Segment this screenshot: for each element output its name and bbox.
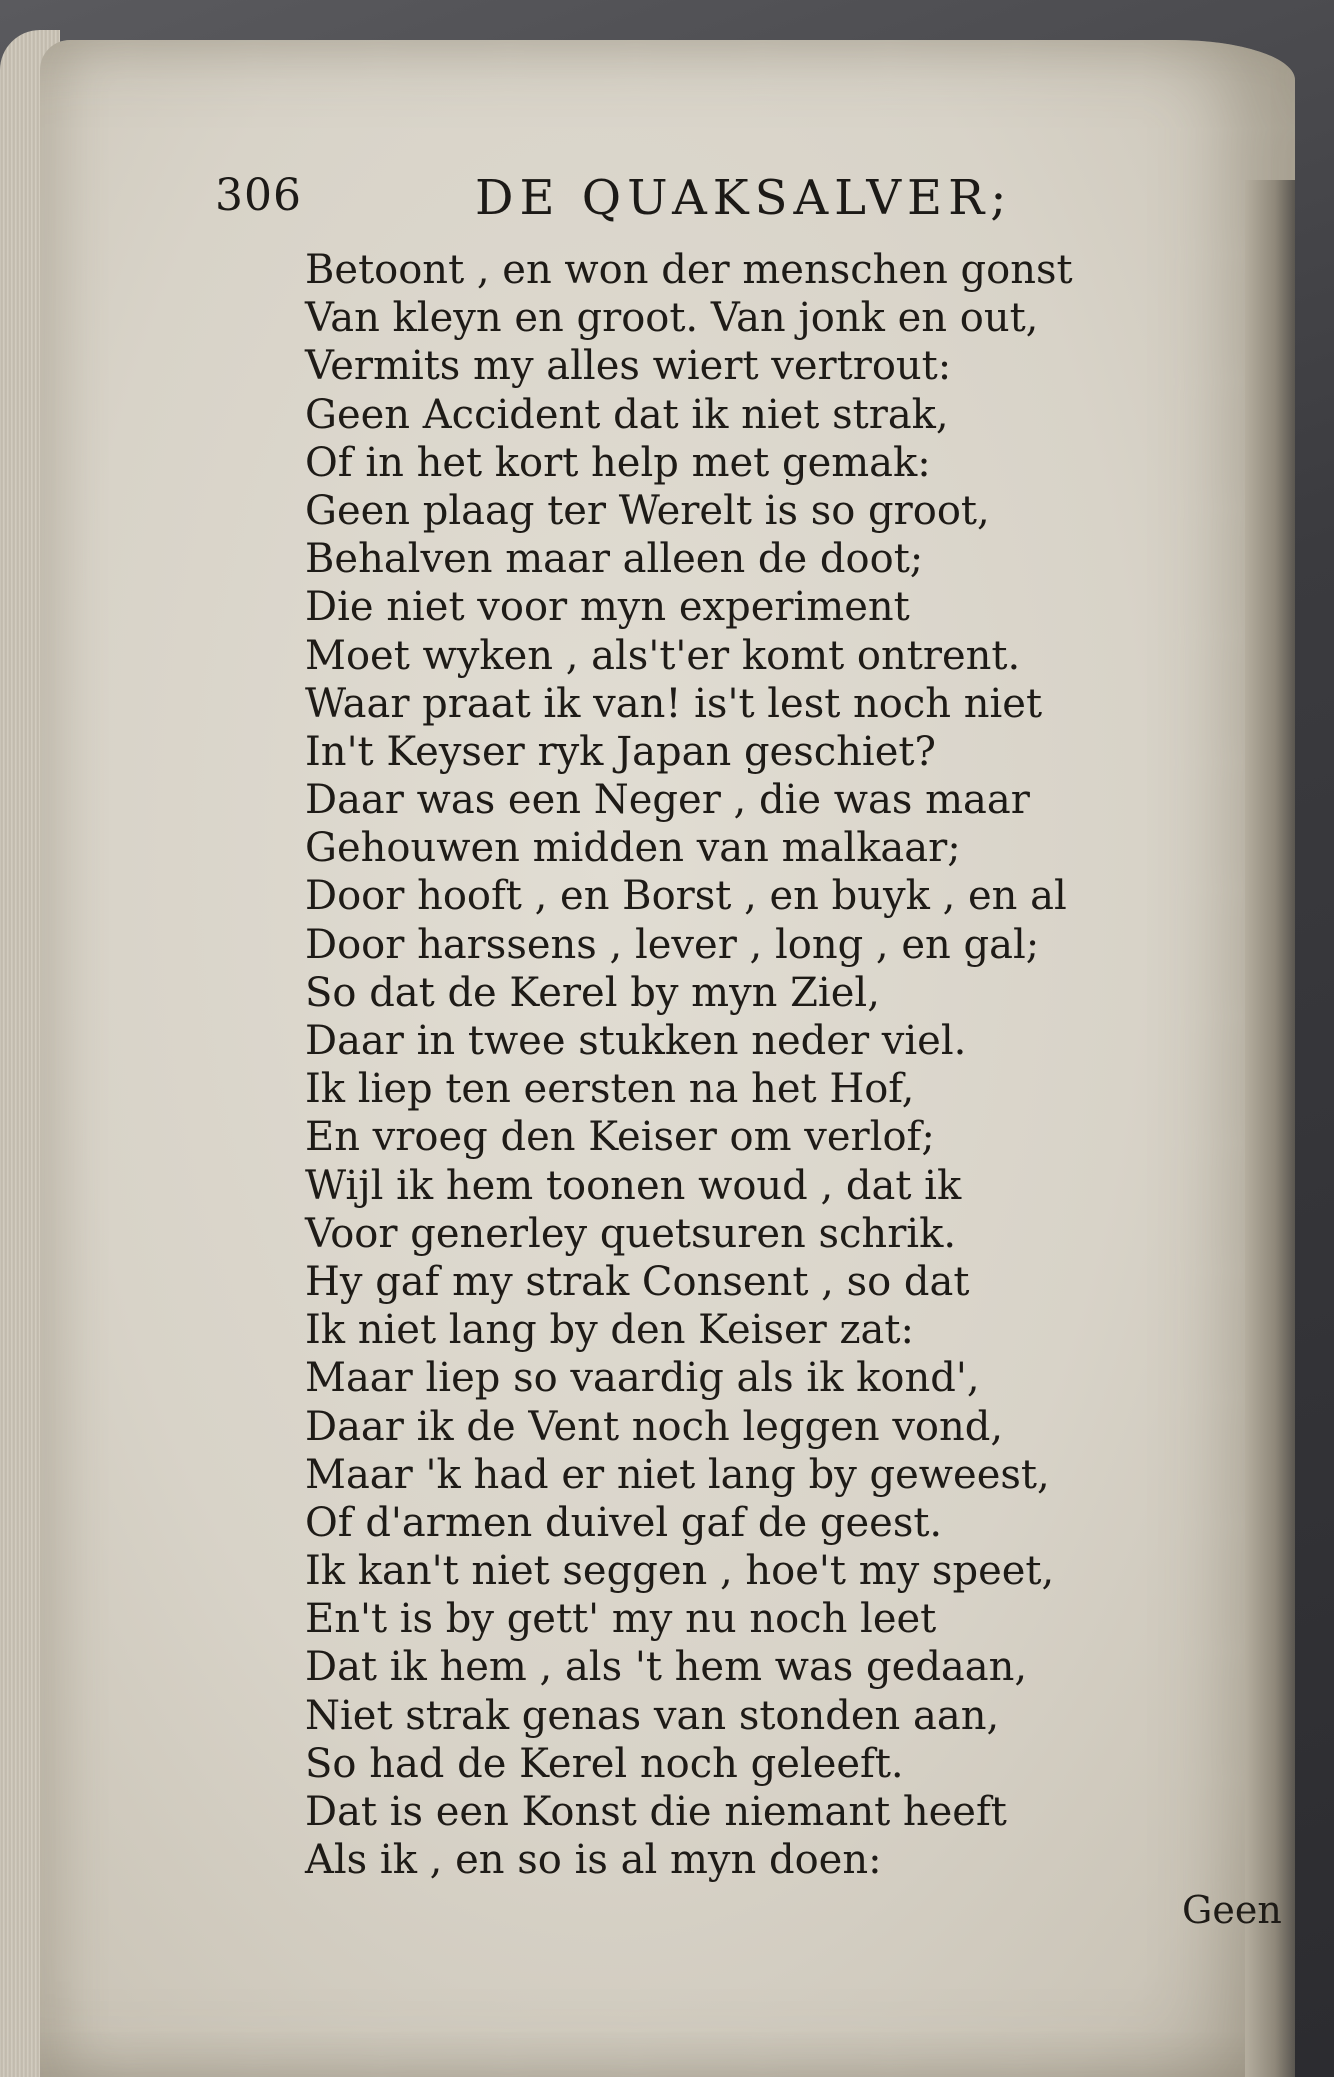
verse-line: Geen Accident dat ik niet strak,: [305, 391, 949, 438]
running-title: DE QUAKSALVER;: [475, 170, 1013, 226]
verse-line: In't Keyser ryk Japan geschiet?: [305, 728, 936, 775]
verse-line: Ik liep ten eersten na het Hof,: [305, 1066, 915, 1113]
verse-line: Van kleyn en groot. Van jonk en out,: [305, 295, 1039, 342]
verse-line: Maar 'k had er niet lang by geweest,: [305, 1451, 1050, 1498]
verse-line: Wijl ik hem toonen woud , dat ik: [305, 1162, 962, 1209]
verse-line: En't is by gett' my nu noch leet: [305, 1596, 937, 1643]
page-number: 306: [215, 170, 302, 221]
verse-line: Daar in twee stukken neder viel.: [305, 1018, 967, 1064]
verse-line: Betoont , en won der menschen gonst: [305, 247, 1073, 293]
verse-line: Die niet voor myn experiment: [305, 584, 910, 631]
verse-line: Moet wyken , als't'er komt ontrent.: [305, 632, 1021, 679]
verse-line: Waar praat ik van! is't lest noch niet: [305, 680, 1043, 727]
verse-line: Door harssens , lever , long , en gal;: [305, 921, 1040, 968]
verse-line: Geen plaag ter Werelt is so groot,: [305, 487, 990, 534]
verse-line: Ik niet lang by den Keiser zat:: [305, 1307, 914, 1354]
catchword: Geen: [1182, 1888, 1282, 1932]
verse-line: Hy gaf my strak Consent , so dat: [305, 1258, 970, 1305]
verse-line: Door hooft , en Borst , en buyk , en al: [305, 873, 1067, 920]
verse-line: Vermits my alles wiert vertrout:: [305, 343, 952, 390]
verse-line: Of d'armen duivel gaf de geest.: [305, 1499, 943, 1546]
page-header: [215, 170, 1085, 240]
verse-line: So had de Kerel noch geleeft.: [305, 1740, 904, 1787]
verse-text: [305, 246, 1105, 1884]
gutter-shadow: [1245, 180, 1295, 2077]
verse-line: Voor generley quetsuren schrik.: [305, 1210, 957, 1257]
verse-line: Daar ik de Vent noch leggen vond,: [305, 1403, 1004, 1450]
verse-line: Gehouwen midden van malkaar;: [305, 825, 961, 872]
verse-line: Ik kan't niet seggen , hoe't my speet,: [305, 1548, 1055, 1595]
verse-line: Niet strak genas van stonden aan,: [305, 1692, 1000, 1739]
verse-line: Of in het kort help met gemak:: [305, 439, 931, 486]
verse-line: Dat is een Konst die niemant heeft: [305, 1789, 1007, 1835]
verse-line: Dat ik hem , als 't hem was gedaan,: [305, 1644, 1028, 1691]
verse-line: Behalven maar alleen de doot;: [305, 536, 924, 583]
verse-line: Daar was een Neger , die was maar: [305, 777, 1030, 824]
verse-line: En vroeg den Keiser om verlof;: [305, 1114, 935, 1161]
verse-line: Als ik , en so is al myn doen:: [305, 1837, 882, 1884]
verse-line: Maar liep so vaardig als ik kond',: [305, 1355, 980, 1402]
verse-line: So dat de Kerel by myn Ziel,: [305, 969, 880, 1016]
